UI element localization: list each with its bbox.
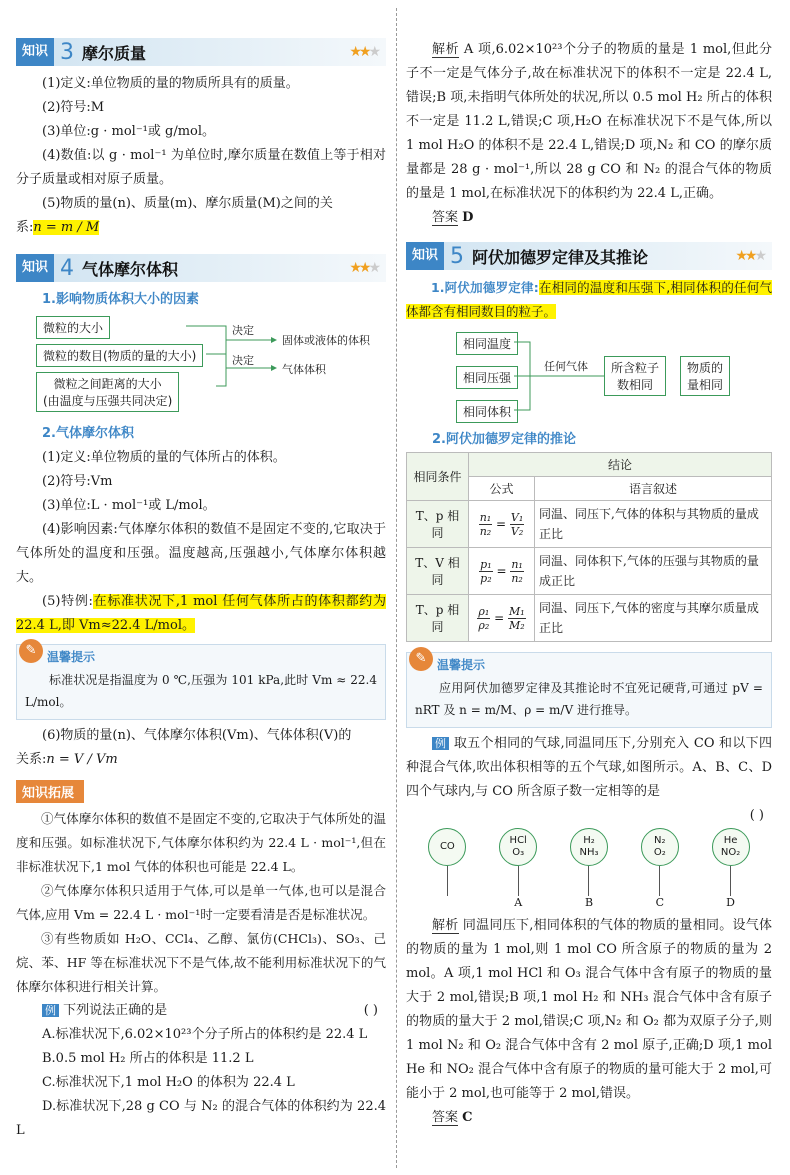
extension-header: 知识拓展 bbox=[16, 780, 84, 803]
formula-cell: $\frac{\text{p₁}}{\text{p₂}}$ = $\frac{\text{n₁}}{\text{n₂}}$ bbox=[469, 548, 535, 595]
corollary-table bbox=[406, 452, 772, 642]
text-line: (5)物质的量(n)、质量(m)、摩尔质量(M)之间的关 bbox=[42, 196, 333, 211]
table-header: 公式 bbox=[469, 477, 535, 501]
balloon: He NO₂ D bbox=[712, 828, 750, 914]
option: D.标准状况下,28 g CO 与 N₂ 的混合气体的体积约为 22.4 L bbox=[16, 1099, 386, 1138]
answer-label: 答案 bbox=[432, 1110, 459, 1125]
section-3-header bbox=[16, 38, 386, 66]
diagram-box: 微粒的大小 bbox=[36, 316, 110, 339]
text-line: (1)定义:单位物质的量的物质所具有的质量。 bbox=[42, 76, 299, 91]
diagram-result: 气体体积 bbox=[282, 363, 326, 376]
explanation-label: 解析 bbox=[432, 918, 459, 933]
diagram-box: 微粒之间距离的大小 (由温度与压强共同决定) bbox=[36, 372, 179, 412]
text-line: (6)物质的量(n)、气体摩尔体积(Vm)、气体体积(V)的 bbox=[42, 728, 352, 743]
diagram-label: 任何气体 bbox=[544, 360, 588, 373]
tip-title: 温馨提示 bbox=[437, 658, 486, 672]
relation-line: 系:n = m / M bbox=[16, 220, 100, 235]
text-line: (1)定义:单位物质的量的气体所占的体积。 bbox=[42, 450, 286, 465]
option: A.标准状况下,6.02×10²³个分子所占的体积约是 22.4 L bbox=[42, 1027, 368, 1042]
subheading: 2.阿伏加德罗定律的推论 bbox=[432, 432, 576, 447]
tip-box bbox=[16, 644, 386, 720]
table-header: 结论 bbox=[469, 453, 772, 477]
diagram-box: 微粒的数目(物质的量的大小) bbox=[36, 344, 203, 367]
tip-text: 应用阿伏加德罗定律及其推论时不宜死记硬背,可通过 pV = nRT 及 n = m/M、ρ = m/V 进行推导。 bbox=[415, 681, 763, 717]
formula: n = V / Vm bbox=[46, 752, 118, 767]
stars-icon: ★★★ bbox=[735, 248, 764, 264]
tip-text: 标准状况是指温度为 0 ℃,压强为 101 kPa,此时 Vm ≈ 22.4 L/mol。 bbox=[25, 673, 377, 709]
subheading: 1.影响物质体积大小的因素 bbox=[42, 292, 199, 307]
text-line: (3)单位:L · mol⁻¹或 L/mol。 bbox=[42, 498, 216, 513]
table-cell: 同温、同压下,气体的体积与其物质的量成正比 bbox=[535, 501, 772, 548]
lightbulb-icon: ✎ bbox=[409, 647, 433, 671]
diagram-label: 决定 bbox=[232, 354, 254, 367]
highlight: 在相同的温度和压强下,相同体积的任何气体都含有相同数目的粒子。 bbox=[406, 280, 772, 319]
balloon: H₂ NH₃ B bbox=[570, 828, 608, 914]
table-cell: 同温、同压下,气体的密度与其摩尔质量成正比 bbox=[535, 595, 772, 642]
text-line: (2)符号:M bbox=[42, 100, 105, 115]
diagram-label: 决定 bbox=[232, 324, 254, 337]
volume-factors-diagram bbox=[36, 314, 386, 418]
relation-line: 关系:n = V / Vm bbox=[16, 752, 118, 767]
right-column bbox=[406, 38, 772, 1130]
diagram-box: 物质的 量相同 bbox=[680, 356, 730, 396]
example-question: 例 下列说法正确的是 ( ) bbox=[16, 999, 386, 1023]
tip-title: 温馨提示 bbox=[47, 650, 96, 664]
section-4-header bbox=[16, 254, 386, 282]
stars-icon: ★★★ bbox=[349, 260, 378, 276]
answer-label: 答案 bbox=[432, 210, 459, 225]
answer-blank: ( ) bbox=[749, 808, 764, 823]
formula: n = m / M bbox=[33, 220, 100, 235]
table-row bbox=[407, 595, 772, 642]
table-cell: T、p 相同 bbox=[407, 595, 469, 642]
section-5-header bbox=[406, 242, 772, 270]
text-line: (4)数值:以 g · mol⁻¹ 为单位时,摩尔质量在数值上等于相对分子质量或相对原子质量。 bbox=[16, 148, 386, 187]
text-line: (4)影响因素:气体摩尔体积的数值不是固定不变的,它取决于气体所处的温度和压强。温度越高,压强越小,气体摩尔体积越大。 bbox=[16, 522, 386, 585]
tip-box bbox=[406, 652, 772, 728]
diagram-result: 固体或液体的体积 bbox=[282, 334, 370, 347]
formula-cell: $\frac{\text{n₁}}{\text{n₂}}$ = $\frac{\text{V₁}}{\text{V₂}}$ bbox=[469, 501, 535, 548]
explanation: 解析 A 项,6.02×10²³个分子的物质的量是 1 mol,但此分子不一定是气体分子,故在标准状况下的体积不一定是 22.4 L,错误;B 项,未指明气体所处的状况,所以 0.5 mol H₂ 所占的体积不一定是 11.2 L,错误;C 项,H₂O 在标准状况下不是气体,所以 1 mol H₂O 的体积不是 22.4 L,错误;D 项,N₂ 和 CO 的摩尔质量都是 28 g · mol⁻¹,所以 28 g CO 和 N₂ 的混合气体的物质的量是 1 mol,在标准状况下的体积约为 22.4 L,正确。 bbox=[406, 42, 772, 201]
balloon: N₂ O₂ C bbox=[641, 828, 679, 914]
table-cell: T、V 相同 bbox=[407, 548, 469, 595]
stars-icon: ★★★ bbox=[349, 44, 378, 60]
section-tag: 知识 bbox=[16, 254, 54, 282]
lightbulb-icon: ✎ bbox=[19, 639, 43, 663]
table-row bbox=[407, 548, 772, 595]
section-number: 5 bbox=[450, 243, 465, 269]
explanation-label: 解析 bbox=[432, 42, 460, 57]
text-line: ②气体摩尔体积只适用于气体,可以是单一气体,也可以是混合气体,应用 Vm = 22.4 L · mol⁻¹时一定要看清是否是标准状况。 bbox=[16, 883, 386, 922]
table-header-row bbox=[407, 453, 772, 477]
section-title: 气体摩尔体积 bbox=[82, 259, 179, 279]
balloon: HCl O₃ A bbox=[499, 828, 537, 914]
answer-value: D bbox=[462, 210, 474, 225]
diagram-box: 相同压强 bbox=[456, 366, 518, 389]
table-header: 相同条件 bbox=[407, 453, 469, 501]
section-tag: 知识 bbox=[16, 38, 54, 66]
answer-value: C bbox=[462, 1110, 473, 1125]
example-tag: 例 bbox=[42, 1004, 59, 1017]
example-question: 例 取五个相同的气球,同温同压下,分别充入 CO 和以下四种混合气体,吹出体积相等的五个气球,如图所示。A、B、C、D 四个气球内,与 CO 所含原子数一定相等的是 bbox=[406, 736, 772, 799]
answer-blank: ( ) bbox=[363, 1003, 378, 1018]
law-statement: 1.阿伏加德罗定律:在相同的温度和压强下,相同体积的任何气体都含有相同数目的粒子。 bbox=[406, 280, 772, 319]
diagram-box: 相同体积 bbox=[456, 400, 518, 423]
section-number: 3 bbox=[60, 39, 75, 65]
text-line: ①气体摩尔体积的数值不是固定不变的,它取决于气体所处的温度和压强。如标准状况下,气体摩尔体积约为 22.4 L · mol⁻¹,但在非标准状况下,1 mol 气体的体积也可能是 22.4 L。 bbox=[16, 811, 386, 874]
diagram-box: 相同温度 bbox=[456, 332, 518, 355]
section-number: 4 bbox=[60, 255, 75, 281]
subheading: 2.气体摩尔体积 bbox=[42, 426, 134, 441]
answer-line bbox=[406, 206, 772, 230]
section-tag: 知识 bbox=[406, 242, 444, 270]
diagram-box: 所含粒子 数相同 bbox=[604, 356, 666, 396]
column-divider bbox=[396, 8, 397, 1168]
table-row bbox=[407, 501, 772, 548]
text-line: (3)单位:g · mol⁻¹或 g/mol。 bbox=[42, 124, 216, 139]
balloon: CO bbox=[428, 828, 466, 914]
text-line: ③有些物质如 H₂O、CCl₄、乙醇、氯仿(CHCl₃)、SO₃、己烷、苯、HF 等在标准状况下不是气体,故不能利用标准状况下的气体摩尔体积进行相关计算。 bbox=[16, 931, 386, 994]
table-header: 语言叙述 bbox=[535, 477, 772, 501]
highlight: 在标准状况下,1 mol 任何气体所占的体积都约为 22.4 L,即 Vm≈22.4 L/mol。 bbox=[16, 594, 387, 633]
answer-line bbox=[406, 1106, 772, 1130]
balloons-figure bbox=[406, 828, 772, 914]
formula-cell: $\frac{\text{ρ₁}}{\text{ρ₂}}$ = $\frac{\text{M₁}}{\text{M₂}}$ bbox=[469, 595, 535, 642]
avogadro-diagram bbox=[456, 328, 772, 424]
text-line: (5)特例:在标准状况下,1 mol 任何气体所占的体积都约为 22.4 L,即 Vm≈22.4 L/mol。 bbox=[16, 594, 387, 633]
table-cell: T、p 相同 bbox=[407, 501, 469, 548]
option: C.标准状况下,1 mol H₂O 的体积为 22.4 L bbox=[42, 1075, 295, 1090]
explanation: 解析 同温同压下,相同体积的气体的物质的量相同。设气体的物质的量为 1 mol,则 1 mol CO 所含原子的物质的量为 2 mol。A 项,1 mol HCl 和 O₃ 混合气体中含有原子的物质的量大于 2 mol,错误;B 项,1 mol H₂ 和 NH₃ 混合气体中含有原子的物质的量大于 2 mol,错误;C 项,N₂ 和 O₂ 都为双原子分子,则 1 mol N₂ 和 O₂ 混合气体中含有 2 mol 原子,正确;D 项,1 mol He 和 NO₂ 混合气体中含有原子的物质的量可能大于 2 mol,可能小于 2 mol,也可能等于 2 mol,错误。 bbox=[406, 918, 772, 1101]
section-title: 阿伏加德罗定律及其推论 bbox=[472, 247, 649, 267]
left-column bbox=[16, 38, 386, 1143]
text-line: (2)符号:Vm bbox=[42, 474, 113, 489]
section-title: 摩尔质量 bbox=[82, 43, 147, 63]
table-cell: 同温、同体积下,气体的压强与其物质的量成正比 bbox=[535, 548, 772, 595]
example-tag: 例 bbox=[432, 737, 449, 750]
option: B.0.5 mol H₂ 所占的体积是 11.2 L bbox=[42, 1051, 254, 1066]
